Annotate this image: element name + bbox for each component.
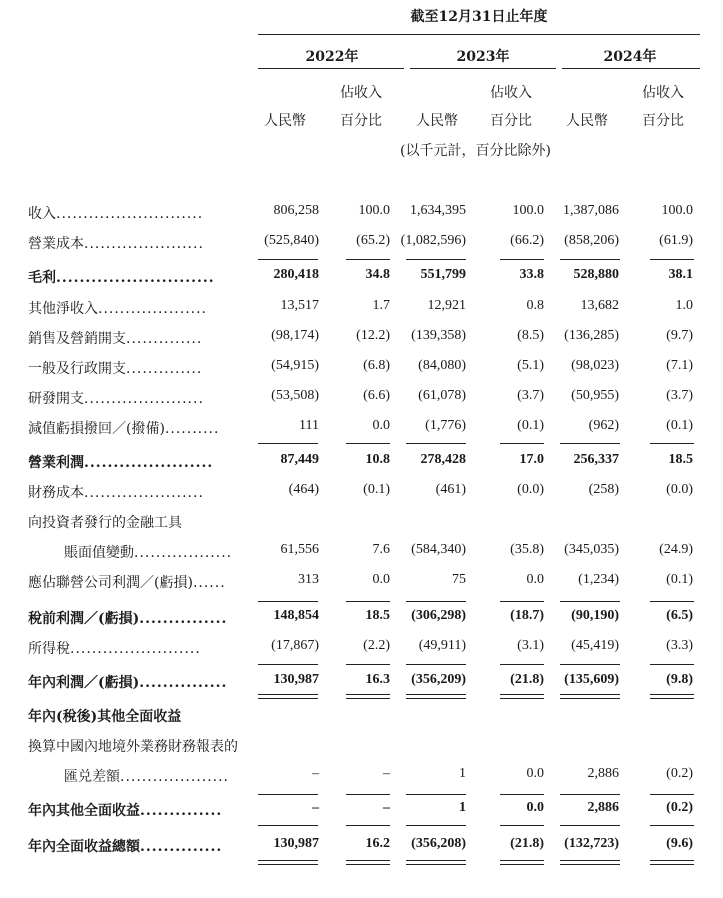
amount-cell: (1,776) (425, 418, 466, 433)
table-row (0, 203, 723, 227)
table-row (0, 542, 723, 566)
percent-cell: (8.5) (517, 328, 544, 343)
table-row (0, 452, 723, 476)
row-label-text: 年內其他全面收益 (28, 803, 140, 819)
rule (500, 794, 544, 795)
amount-cell: 551,799 (420, 267, 466, 282)
row-label-text: 年內(稅後)其他全面收益 (28, 709, 182, 725)
pct-col-header-line1: 佔收入 (340, 85, 382, 101)
row-label (28, 203, 203, 223)
double-rule (650, 694, 694, 699)
amount-cell: (45,419) (571, 638, 619, 653)
amount-cell: 130,987 (273, 836, 319, 851)
double-rule (560, 694, 620, 699)
amount-cell: (1,234) (578, 572, 619, 587)
row-label (28, 512, 182, 532)
amount-cell: (84,080) (418, 358, 466, 373)
row-label-text: 向投資者發行的金融工具 (28, 515, 182, 531)
rule (560, 664, 620, 665)
leader-dots: .............. (140, 839, 223, 855)
table-row (0, 572, 723, 596)
row-label (28, 572, 226, 592)
double-rule (500, 694, 544, 699)
rule (650, 443, 694, 444)
row-label-text: 財務成本 (28, 485, 84, 501)
percent-cell: (61.9) (659, 233, 693, 248)
rule (650, 664, 694, 665)
percent-cell: (0.0) (666, 482, 693, 497)
amount-cell: (345,035) (564, 542, 619, 557)
rule (500, 443, 544, 444)
amount-cell: (962) (588, 418, 619, 433)
leader-dots: ........................ (70, 641, 201, 657)
leader-dots: ...................... (84, 236, 204, 252)
amount-cell: 130,987 (273, 672, 319, 687)
percent-cell: (0.1) (666, 572, 693, 587)
amount-cell: 13,517 (280, 298, 319, 313)
table-row (0, 418, 723, 442)
percent-cell: (65.2) (356, 233, 390, 248)
table-row (0, 672, 723, 696)
row-label (28, 736, 238, 756)
rule (346, 443, 390, 444)
percent-cell: (6.6) (363, 388, 390, 403)
amount-cell: 75 (452, 572, 466, 587)
rule (406, 664, 466, 665)
amount-cell: – (312, 800, 319, 815)
amount-cell: 111 (299, 418, 319, 433)
rmb-col-header: 人民幣 (416, 113, 458, 129)
row-label-text: 應佔聯營公司利潤／(虧損) (28, 575, 193, 591)
percent-cell: (3.3) (666, 638, 693, 653)
row-label-text: 營業成本 (28, 236, 84, 252)
amount-cell: (132,723) (564, 836, 619, 851)
amount-cell: 313 (298, 572, 319, 587)
year-2022-header: 2022年 (305, 49, 359, 65)
row-label (28, 233, 204, 253)
amount-cell: (54,915) (271, 358, 319, 373)
rule (500, 664, 544, 665)
leader-dots: ...................... (84, 391, 204, 407)
percent-cell: (21.8) (510, 672, 544, 687)
row-label (28, 388, 204, 408)
amount-cell: (461) (435, 482, 466, 497)
percent-cell: (3.7) (517, 388, 544, 403)
amount-cell: (98,023) (571, 358, 619, 373)
leader-dots: .............. (126, 361, 203, 377)
percent-cell: (3.7) (666, 388, 693, 403)
table-row (0, 608, 723, 632)
amount-cell: 1,387,086 (563, 203, 619, 218)
percent-cell: (9.6) (666, 836, 693, 851)
percent-cell: 0.0 (372, 418, 390, 433)
percent-cell: (6.8) (363, 358, 390, 373)
amount-cell: 148,854 (273, 608, 319, 623)
rule (346, 601, 390, 602)
amount-cell: (258) (588, 482, 619, 497)
table-row (0, 736, 723, 760)
percent-cell: (3.1) (517, 638, 544, 653)
row-label-text: 研發開支 (28, 391, 84, 407)
table-row (0, 800, 723, 824)
rule (258, 794, 318, 795)
percent-cell: (66.2) (510, 233, 544, 248)
period-header: 截至12月31日止年度 (410, 9, 548, 25)
amount-cell: 2,886 (587, 800, 619, 815)
table-row (0, 233, 723, 257)
percent-cell: (0.1) (517, 418, 544, 433)
year-2023-rule (410, 68, 556, 69)
percent-cell: 7.6 (372, 542, 390, 557)
percent-cell: (0.2) (666, 800, 693, 815)
double-rule (560, 860, 620, 865)
amount-cell: 12,921 (427, 298, 466, 313)
row-label-text: 換算中國內地境外業務財務報表的 (28, 739, 238, 755)
rule (346, 794, 390, 795)
row-label-text: 其他淨收入 (28, 301, 98, 317)
row-label (28, 608, 227, 628)
percent-cell: 0.0 (526, 766, 544, 781)
percent-cell: 18.5 (365, 608, 390, 623)
rule (406, 794, 466, 795)
percent-cell: 0.0 (372, 572, 390, 587)
rule (500, 825, 544, 826)
amount-cell: 61,556 (280, 542, 319, 557)
row-label-text: 營業利潤 (28, 455, 84, 471)
row-label (28, 672, 227, 692)
double-rule (346, 860, 390, 865)
leader-dots: .................. (134, 545, 233, 561)
rmb-col-header: 人民幣 (264, 113, 306, 129)
pct-col-header-line2: 百分比 (490, 113, 532, 129)
amount-cell: 1 (459, 800, 466, 815)
amount-cell: (139,358) (411, 328, 466, 343)
percent-cell: (6.5) (666, 608, 693, 623)
row-label (28, 638, 201, 658)
percent-cell: 0.0 (526, 800, 544, 815)
table-row (0, 328, 723, 352)
leader-dots: ........................... (56, 270, 215, 286)
double-rule (500, 860, 544, 865)
row-label-text: 毛利 (28, 270, 56, 286)
amount-cell: (17,867) (271, 638, 319, 653)
percent-cell: (18.7) (510, 608, 544, 623)
row-label (28, 482, 204, 502)
percent-cell: 1.7 (372, 298, 390, 313)
percent-cell: 0.8 (526, 298, 544, 313)
percent-cell: 33.8 (519, 267, 544, 282)
double-rule (406, 860, 466, 865)
leader-dots: .................... (120, 769, 230, 785)
year-2024-header: 2024年 (603, 49, 657, 65)
leader-dots: ...................... (84, 455, 214, 471)
amount-cell: (356,208) (411, 836, 466, 851)
percent-cell: 1.0 (675, 298, 693, 313)
leader-dots: ............... (139, 611, 228, 627)
percent-cell: (0.1) (363, 482, 390, 497)
amount-cell: 13,682 (580, 298, 619, 313)
percent-cell: (21.8) (510, 836, 544, 851)
amount-cell: (1,082,596) (400, 233, 466, 248)
percent-cell: (35.8) (510, 542, 544, 557)
pct-col-header-line2: 百分比 (340, 113, 382, 129)
rmb-col-header: 人民幣 (566, 113, 608, 129)
rule (258, 664, 318, 665)
amount-cell: (53,508) (271, 388, 319, 403)
percent-cell: 100.0 (358, 203, 390, 218)
percent-cell: 17.0 (519, 452, 544, 467)
row-label (28, 267, 215, 287)
percent-cell: 38.1 (668, 267, 693, 282)
percent-cell: (7.1) (666, 358, 693, 373)
percent-cell: (9.8) (666, 672, 693, 687)
percent-cell: 16.2 (365, 836, 390, 851)
row-label-text: 減值虧損撥回／(撥備) (28, 421, 165, 437)
leader-dots: .............. (126, 331, 203, 347)
amount-cell: 87,449 (280, 452, 319, 467)
amount-cell: (98,174) (271, 328, 319, 343)
table-row (0, 638, 723, 662)
percent-cell: 10.8 (365, 452, 390, 467)
amount-cell: 256,337 (573, 452, 619, 467)
rule (560, 601, 620, 602)
year-2024-rule (562, 68, 700, 69)
leader-dots: ............... (139, 675, 228, 691)
row-label (28, 800, 222, 820)
percent-cell: (0.0) (517, 482, 544, 497)
pct-col-header-line1: 佔收入 (642, 85, 684, 101)
rule (406, 443, 466, 444)
amount-cell: 1,634,395 (410, 203, 466, 218)
leader-dots: ...................... (84, 485, 204, 501)
row-label (28, 418, 219, 438)
header-rule (258, 34, 700, 35)
rule (500, 259, 544, 260)
percent-cell: (0.1) (666, 418, 693, 433)
amount-cell: (136,285) (564, 328, 619, 343)
rule (650, 601, 694, 602)
rule (258, 443, 318, 444)
percent-cell: – (383, 766, 390, 781)
rule (406, 825, 466, 826)
row-label (28, 358, 202, 378)
rule (560, 443, 620, 444)
double-rule (258, 860, 318, 865)
percent-cell: (2.2) (363, 638, 390, 653)
table-row (0, 512, 723, 536)
percent-cell: 34.8 (365, 267, 390, 282)
percent-cell: 100.0 (661, 203, 693, 218)
rule (258, 259, 318, 260)
row-label-text: 年內利潤／(虧損) (28, 675, 140, 691)
row-label (28, 328, 202, 348)
row-label-text: 稅前利潤／(虧損) (28, 611, 140, 627)
row-label-text: 銷售及營銷開支 (28, 331, 126, 347)
row-label (28, 836, 222, 856)
percent-cell: (5.1) (517, 358, 544, 373)
rule (650, 825, 694, 826)
table-row (0, 766, 723, 790)
amount-cell: (61,078) (418, 388, 466, 403)
year-2023-header: 2023年 (456, 49, 510, 65)
leader-dots: .................... (98, 301, 208, 317)
row-label-text: 收入 (28, 206, 56, 222)
percent-cell: 16.3 (365, 672, 390, 687)
percent-cell: (9.7) (666, 328, 693, 343)
row-label-text: 年內全面收益總額 (28, 839, 140, 855)
row-label-text: 一般及行政開支 (28, 361, 126, 377)
leader-dots: ........................... (56, 206, 204, 222)
rule (650, 794, 694, 795)
amount-cell: (135,609) (564, 672, 619, 687)
table-row (0, 482, 723, 506)
row-label-text: 賬面值變動 (64, 545, 134, 561)
rule (560, 825, 620, 826)
row-label (28, 706, 181, 726)
rule (346, 259, 390, 260)
pct-col-header-line1: 佔收入 (490, 85, 532, 101)
rule (346, 664, 390, 665)
leader-dots: .............. (140, 803, 223, 819)
percent-cell: – (383, 800, 390, 815)
table-row (0, 298, 723, 322)
rule (500, 601, 544, 602)
table-row (0, 358, 723, 382)
double-rule (650, 860, 694, 865)
rule (650, 259, 694, 260)
row-label (28, 298, 207, 318)
amount-cell: 1 (459, 766, 466, 781)
amount-cell: (306,298) (411, 608, 466, 623)
rule (406, 601, 466, 602)
leader-dots: ...... (192, 575, 226, 591)
amount-cell: (464) (288, 482, 319, 497)
table-row (0, 706, 723, 730)
table-row (0, 836, 723, 860)
row-label (64, 766, 229, 786)
double-rule (258, 694, 318, 699)
percent-cell: 18.5 (668, 452, 693, 467)
row-label (28, 452, 213, 472)
pct-col-header-line2: 百分比 (642, 113, 684, 129)
amount-cell: (356,209) (411, 672, 466, 687)
double-rule (406, 694, 466, 699)
percent-cell: (24.9) (659, 542, 693, 557)
percent-cell: (0.2) (666, 766, 693, 781)
rule (258, 601, 318, 602)
row-label-text: 匯兑差額 (64, 769, 120, 785)
table-row (0, 388, 723, 412)
amount-cell: (858,206) (564, 233, 619, 248)
amount-cell: (49,911) (418, 638, 466, 653)
rule (346, 825, 390, 826)
percent-cell: (12.2) (356, 328, 390, 343)
unit-note: (以千元計，百分比除外) (400, 143, 551, 159)
double-rule (346, 694, 390, 699)
amount-cell: – (312, 766, 319, 781)
amount-cell: (50,955) (571, 388, 619, 403)
amount-cell: 280,418 (273, 267, 319, 282)
year-2022-rule (258, 68, 404, 69)
amount-cell: (90,190) (571, 608, 619, 623)
rule (258, 825, 318, 826)
amount-cell: (525,840) (264, 233, 319, 248)
amount-cell: 806,258 (273, 203, 319, 218)
rule (560, 259, 620, 260)
row-label (64, 542, 232, 562)
table-row (0, 267, 723, 291)
row-label-text: 所得稅 (28, 641, 70, 657)
amount-cell: (584,340) (411, 542, 466, 557)
rule (560, 794, 620, 795)
percent-cell: 100.0 (512, 203, 544, 218)
percent-cell: 0.0 (526, 572, 544, 587)
leader-dots: .......... (164, 421, 220, 437)
amount-cell: 528,880 (573, 267, 619, 282)
rule (406, 259, 466, 260)
amount-cell: 278,428 (420, 452, 466, 467)
amount-cell: 2,886 (587, 766, 619, 781)
